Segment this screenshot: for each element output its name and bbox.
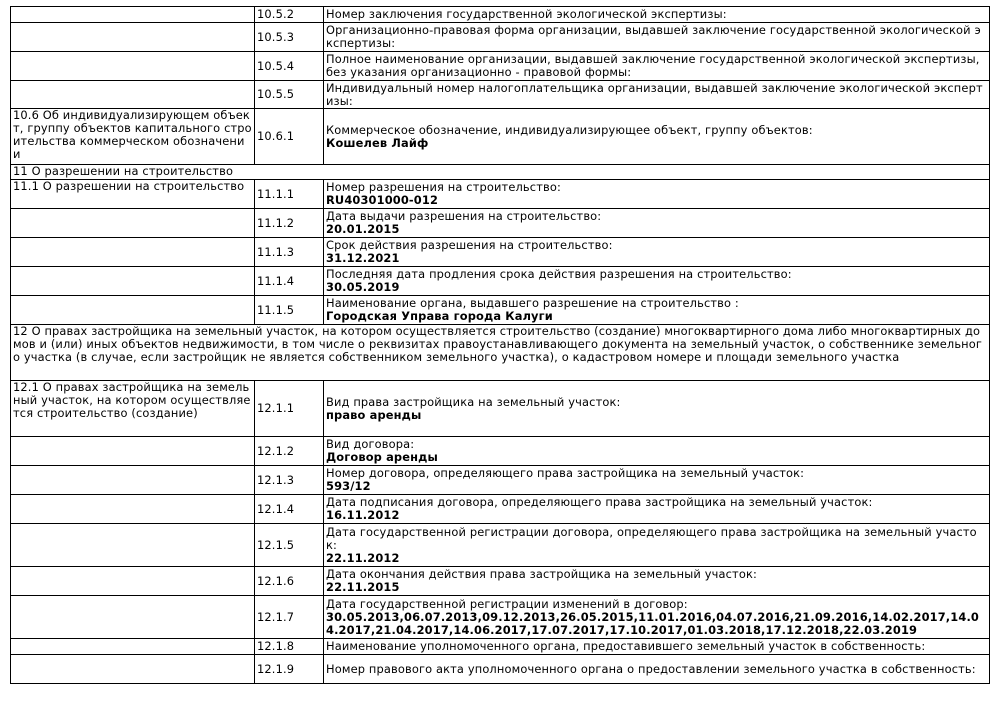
item-code: 12.1.6 bbox=[255, 567, 324, 596]
group-cell bbox=[11, 524, 255, 567]
table-row bbox=[11, 267, 990, 296]
group-cell bbox=[11, 567, 255, 596]
table-row bbox=[11, 180, 990, 209]
item-content bbox=[324, 567, 990, 596]
item-content bbox=[324, 7, 990, 23]
item-content bbox=[324, 180, 990, 209]
item-label: Номер заключения государственной экологической экспертизы: bbox=[326, 7, 727, 21]
table-row bbox=[11, 109, 990, 165]
table-row bbox=[11, 7, 990, 23]
item-label: Наименование уполномоченного органа, предоставившего земельный участок в собственность: bbox=[326, 639, 926, 653]
item-code: 11.1.5 bbox=[255, 296, 324, 325]
group-cell bbox=[11, 437, 255, 466]
group-cell bbox=[11, 52, 255, 81]
table-row bbox=[11, 81, 990, 109]
item-code: 10.5.4 bbox=[255, 52, 324, 81]
item-content bbox=[324, 437, 990, 466]
group-cell bbox=[11, 23, 255, 52]
group-cell bbox=[11, 639, 255, 655]
group-cell bbox=[11, 296, 255, 325]
item-content bbox=[324, 381, 990, 437]
group-cell bbox=[11, 81, 255, 109]
section-heading: 12 О правах застройщика на земельный участок, на котором осуществляется строительство (создание) многоквартирного дома либо многоквартирных домов и (или) иных объектов недвижимости, в том числе о реквизитах правоустанавливающего документа на земельный участок, о собственнике земельного участка (в случае, если застройщик не является собственником земельного участка), о кадастровом номере и площади земельного участка bbox=[11, 325, 990, 381]
table-row bbox=[11, 655, 990, 684]
group-cell bbox=[11, 209, 255, 238]
table-row bbox=[11, 524, 990, 567]
item-label: Вид права застройщика на земельный участок: bbox=[326, 394, 621, 409]
item-code: 11.1.2 bbox=[255, 209, 324, 238]
item-code: 11.1.3 bbox=[255, 238, 324, 267]
group-cell: 10.6 Об индивидуализирующем объект, группу объектов капитального строительства коммерческом обозначении bbox=[11, 109, 255, 165]
item-value: 31.12.2021 bbox=[326, 251, 400, 265]
table-row bbox=[11, 567, 990, 596]
table-row bbox=[11, 437, 990, 466]
item-label: Номер разрешения на строительство: bbox=[326, 180, 561, 194]
item-code: 12.1.9 bbox=[255, 655, 324, 684]
table-row bbox=[11, 596, 990, 639]
item-label: Дата окончания действия права застройщика на земельный участок: bbox=[326, 567, 757, 581]
item-content bbox=[324, 81, 990, 109]
item-label: Дата государственной регистрации договора, определяющего права застройщика на земельный участок: bbox=[326, 524, 977, 552]
item-value: 20.01.2015 bbox=[326, 222, 400, 236]
group-cell bbox=[11, 655, 255, 684]
item-content bbox=[324, 209, 990, 238]
group-cell bbox=[11, 238, 255, 267]
group-cell bbox=[11, 596, 255, 639]
item-label: Полное наименование организации, выдавшей заключение государственной экологической экспертизы, без указания организационно - правовой формы: bbox=[326, 52, 980, 79]
item-value: 22.11.2015 bbox=[326, 580, 400, 594]
item-content bbox=[324, 655, 990, 684]
section-row bbox=[11, 325, 990, 381]
item-code: 12.1.4 bbox=[255, 495, 324, 524]
item-content bbox=[324, 52, 990, 81]
group-cell: 12.1 О правах застройщика на земельный участок, на котором осуществляется строительство (создание) bbox=[11, 381, 255, 437]
item-label: Индивидуальный номер налогоплательщика организации, выдавшей заключение экологической экспертизы: bbox=[326, 80, 983, 108]
item-code: 11.1.1 bbox=[255, 180, 324, 209]
item-value: право аренды bbox=[326, 407, 422, 422]
item-content bbox=[324, 267, 990, 296]
item-code: 11.1.4 bbox=[255, 267, 324, 296]
item-value: 16.11.2012 bbox=[326, 508, 400, 522]
table-row bbox=[11, 23, 990, 52]
item-content bbox=[324, 495, 990, 524]
item-content bbox=[324, 639, 990, 655]
item-code: 12.1.1 bbox=[255, 381, 324, 437]
group-cell bbox=[11, 267, 255, 296]
table-row bbox=[11, 52, 990, 81]
item-content bbox=[324, 296, 990, 325]
item-code: 12.1.8 bbox=[255, 639, 324, 655]
item-value: Городская Управа города Калуги bbox=[326, 309, 553, 323]
table-row bbox=[11, 639, 990, 655]
item-value: RU40301000-012 bbox=[326, 193, 439, 207]
item-code: 12.1.7 bbox=[255, 596, 324, 639]
item-value: Кошелев Лайф bbox=[326, 135, 429, 150]
item-content bbox=[324, 596, 990, 639]
table-row bbox=[11, 296, 990, 325]
disclosure-table bbox=[10, 6, 990, 684]
item-content bbox=[324, 238, 990, 267]
item-content bbox=[324, 23, 990, 52]
item-value: 30.05.2019 bbox=[326, 280, 400, 294]
group-cell: 11.1 О разрешении на строительство bbox=[11, 180, 255, 209]
item-value: 22.11.2012 bbox=[326, 550, 400, 565]
item-code: 12.1.5 bbox=[255, 524, 324, 567]
item-code: 10.5.5 bbox=[255, 81, 324, 109]
table-row bbox=[11, 209, 990, 238]
item-code: 12.1.3 bbox=[255, 466, 324, 495]
item-code: 10.6.1 bbox=[255, 109, 324, 165]
item-label: Номер договора, определяющего права застройщика на земельный участок: bbox=[326, 466, 805, 480]
group-cell bbox=[11, 495, 255, 524]
item-code: 10.5.2 bbox=[255, 7, 324, 23]
item-label: Номер правового акта уполномоченного органа о предоставлении земельного участка в собственность: bbox=[326, 661, 976, 676]
item-code: 10.5.3 bbox=[255, 23, 324, 52]
item-content bbox=[324, 466, 990, 495]
table-row bbox=[11, 238, 990, 267]
item-content bbox=[324, 524, 990, 567]
table-row bbox=[11, 495, 990, 524]
item-label: Дата государственной регистрации изменений в договор: bbox=[326, 596, 688, 611]
item-label: Дата выдачи разрешения на строительство: bbox=[326, 209, 602, 223]
section-row bbox=[11, 165, 990, 180]
item-label: Вид договора: bbox=[326, 437, 415, 451]
item-value: 593/12 bbox=[326, 479, 371, 493]
item-label: Организационно-правовая форма организации, выдавшей заключение государственной экологической экспертизы: bbox=[326, 23, 981, 50]
item-label: Последняя дата продления срока действия разрешения на строительство: bbox=[326, 267, 792, 281]
table-row bbox=[11, 466, 990, 495]
section-heading: 11 О разрешении на строительство bbox=[11, 165, 990, 180]
group-cell bbox=[11, 466, 255, 495]
item-value: Договор аренды bbox=[326, 450, 438, 464]
item-content bbox=[324, 109, 990, 165]
item-value: 30.05.2013,06.07.2013,09.12.2013,26.05.2015,11.01.2016,04.07.2016,21.09.2016,14.02.2017,14.04.2017,21.04.2017,14.06.2017,17.07.2017,17.10.2017,01.03.2018,17.12.2018,22.03.2019 bbox=[326, 609, 979, 637]
item-code: 12.1.2 bbox=[255, 437, 324, 466]
item-label: Наименование органа, выдавшего разрешение на строительство : bbox=[326, 296, 739, 310]
table-row bbox=[11, 381, 990, 437]
group-cell bbox=[11, 7, 255, 23]
item-label: Дата подписания договора, определяющего права застройщика на земельный участок: bbox=[326, 495, 873, 509]
item-label: Срок действия разрешения на строительство: bbox=[326, 238, 613, 252]
item-label: Коммерческое обозначение, индивидуализирующее объект, группу объектов: bbox=[326, 122, 813, 137]
